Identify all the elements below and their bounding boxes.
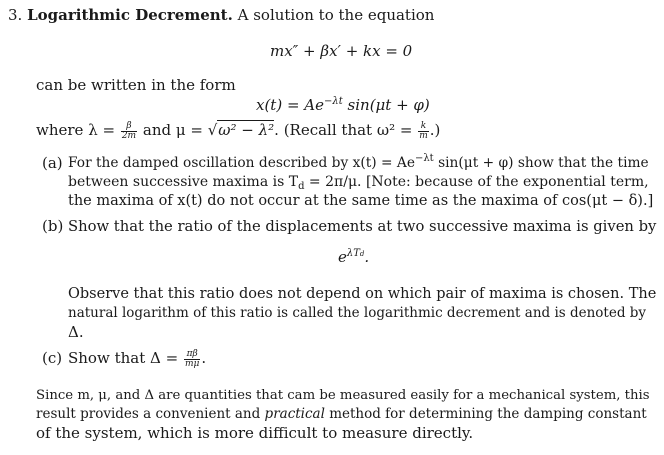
part-a-line-1 <box>68 154 649 173</box>
part-a-line-1-a: For the damped oscillation described by x(t) = Ae <box>68 155 415 171</box>
part-a-subscript: d <box>298 181 305 192</box>
ratio-base: e <box>338 248 347 266</box>
recall-numerator: k <box>418 122 429 132</box>
part-a-line-2-b: = 2π/μ. [Note: because of the exponential term, <box>304 174 649 190</box>
ratio-end: . <box>364 248 370 266</box>
ratio-exponent-sub: d <box>359 250 365 258</box>
delta-fraction <box>184 350 200 369</box>
problem-number: 3. <box>8 6 23 24</box>
solution-exponent: −λt <box>324 96 343 107</box>
problem-heading <box>8 6 434 25</box>
problem-title: Logarithmic Decrement. <box>27 6 233 24</box>
recall-fraction <box>418 122 429 141</box>
delta-denominator: mμ <box>184 358 200 369</box>
lambda-numerator: β <box>121 122 137 132</box>
can-be-written-text: can be written in the form <box>36 76 236 94</box>
closing-line-2-a: result provides a convenient and <box>36 406 265 422</box>
solution-formula <box>256 96 430 115</box>
part-b-observe-1: Observe that this ratio does not depend on which pair of maxima is chosen. The <box>68 286 657 302</box>
ratio-formula <box>338 248 369 267</box>
part-c-label: (c) <box>42 349 63 367</box>
closing-line-1: Since m, μ, and Δ are quantities that cam be measured easily for a mechanical system, this <box>36 388 650 403</box>
part-a-label: (a) <box>42 154 63 172</box>
part-a-exponent: −λt <box>414 153 434 164</box>
part-b-observe-2: natural logarithm of this ratio is called the logarithmic decrement and is denoted by <box>68 305 647 321</box>
part-c-line <box>68 349 206 369</box>
closing-line-2 <box>36 405 647 424</box>
closing-line-3: of the system, which is more difficult to measure directly. <box>36 424 474 442</box>
closing-practical: practical <box>264 406 325 422</box>
part-a-line-2 <box>68 173 649 192</box>
and-mu-text: and μ = <box>142 121 203 139</box>
recall-denominator: m <box>419 130 428 141</box>
recall-text: . (Recall that ω² = <box>274 121 413 139</box>
delta-numerator: πβ <box>184 350 200 360</box>
part-b-observe-3: Δ. <box>68 323 84 341</box>
sqrt-expression: √ω² − λ² <box>207 121 275 139</box>
recall-end: .) <box>429 121 441 139</box>
closing-line-2-b: method for determining the damping constant <box>324 406 647 422</box>
part-c-text: Show that Δ = <box>68 349 179 367</box>
lambda-denominator: 2m <box>121 130 137 141</box>
sqrt-radicand: ω² − λ² <box>218 121 275 139</box>
part-a-line-2-a: between successive maxima is T <box>68 174 299 190</box>
problem-intro: A solution to the equation <box>237 6 435 24</box>
part-b-label: (b) <box>42 217 64 235</box>
part-a-line-1-b: sin(μt + φ) show that the time <box>433 155 649 171</box>
lambda-fraction <box>121 122 137 141</box>
where-line <box>36 121 440 141</box>
solution-formula-tail: sin(μt + φ) <box>342 96 430 114</box>
solution-formula-head: x(t) = Ae <box>256 96 325 114</box>
ratio-exponent: λT <box>346 248 360 259</box>
part-a-line-3: the maxima of x(t) do not occur at the same time as the maxima of cos(μt − δ).] <box>68 193 654 209</box>
where-prefix: where λ = <box>36 121 116 139</box>
ode-equation: mx″ + βx′ + kx = 0 <box>270 42 413 60</box>
part-c-end: . <box>201 349 207 367</box>
part-b-line-1: Show that the ratio of the displacements at two successive maxima is given by <box>68 218 657 235</box>
